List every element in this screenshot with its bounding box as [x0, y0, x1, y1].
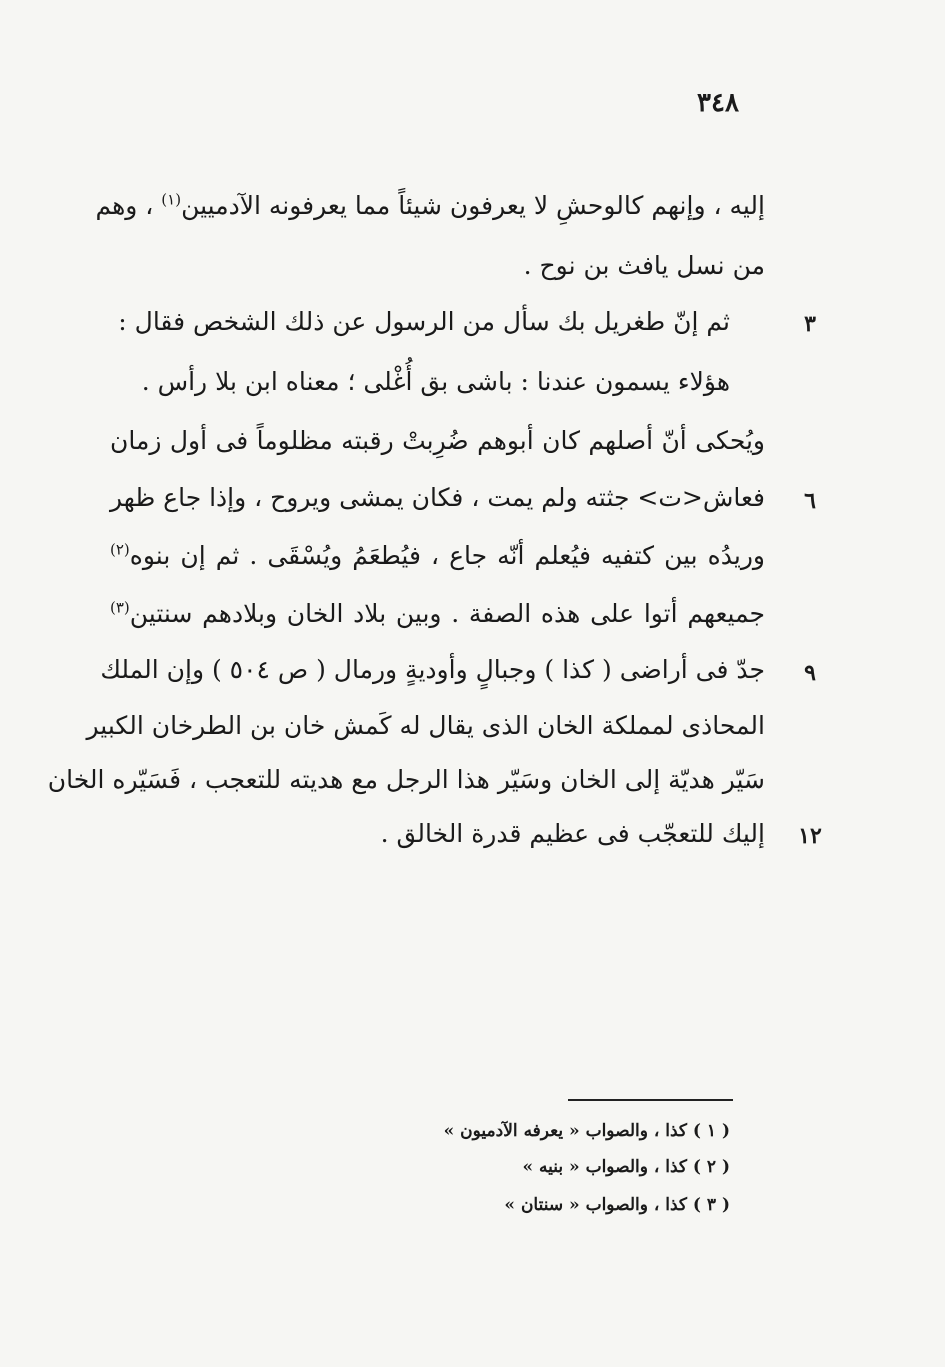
- page-number: ٣٤٨: [697, 88, 739, 118]
- line-number-3: ٣: [804, 311, 816, 337]
- text-line-5: ويُحكى أنّ أصلهم كان أبوهم ضُرِبتْ رقبته مظلوماً فى أول زمان: [110, 426, 765, 455]
- text-line-8: جميعهم أتوا على هذه الصفة . وبين بلاد الخان وبلادهم سنتين$^{(٣)}$: [110, 598, 765, 628]
- line-number-9: ٩: [804, 660, 816, 686]
- footnote-3: ( ٣ ) كذا ، والصواب « سنتان »: [504, 1195, 730, 1215]
- line-number-6: ٦: [804, 488, 816, 514]
- line-number-12: ١٢: [798, 823, 822, 849]
- text-line-6: فعاش<ت> جثته ولم يمت ، فكان يمشى ويروح ، وإذا جاع ظهر: [110, 483, 765, 512]
- footnote-1: ( ١ ) كذا ، والصواب « يعرفه الآدميون »: [443, 1121, 730, 1141]
- text-line-4: هؤلاء يسمون عندنا : باشى بق أُغْلى ؛ معناه ابن بلا رأس .: [141, 367, 730, 396]
- text-line-11: سَيّر هديّة إلى الخان وسَيّر هذا الرجل مع هديته للتعجب ، فَسَيّره الخان: [47, 765, 765, 794]
- footnote-ref-3: (٣): [110, 598, 130, 617]
- text-line-7: وريدُه بين كتفيه فيُعلم أنّه جاع ، فيُطعَمُ ويُسْقَى . ثم إن بنوه$^{(٢)}$: [110, 540, 765, 570]
- text-line-10: المحاذى لمملكة الخان الذى يقال له كَمش خان بن الطرخان الكبير: [86, 711, 765, 740]
- footnote-divider: [568, 1099, 733, 1101]
- text-line-2: من نسل يافث بن نوح .: [523, 251, 765, 280]
- footnote-ref-2: (٢): [110, 540, 130, 559]
- footnote-2: ( ٢ ) كذا ، والصواب « بنيه »: [522, 1157, 730, 1177]
- text-line-9: جدّ فى أراضى ( كذا ) وجبالٍ وأوديةٍ ورمال ( ص ٥٠٤ ) وإن الملك: [100, 655, 765, 684]
- text-line-12: إليك للتعجّب فى عظيم قدرة الخالق .: [380, 819, 765, 848]
- footnote-ref-1: (١): [161, 190, 182, 209]
- text-line-1: إليه ، وإنهم كالوحشِ لا يعرفون شيئاً مما يعرفونه الآدميين$^{(١)}$ ، وهم: [95, 190, 765, 220]
- text-line-3: ثم إنّ طغريل بك سأل من الرسول عن ذلك الشخص فقال :: [118, 307, 730, 336]
